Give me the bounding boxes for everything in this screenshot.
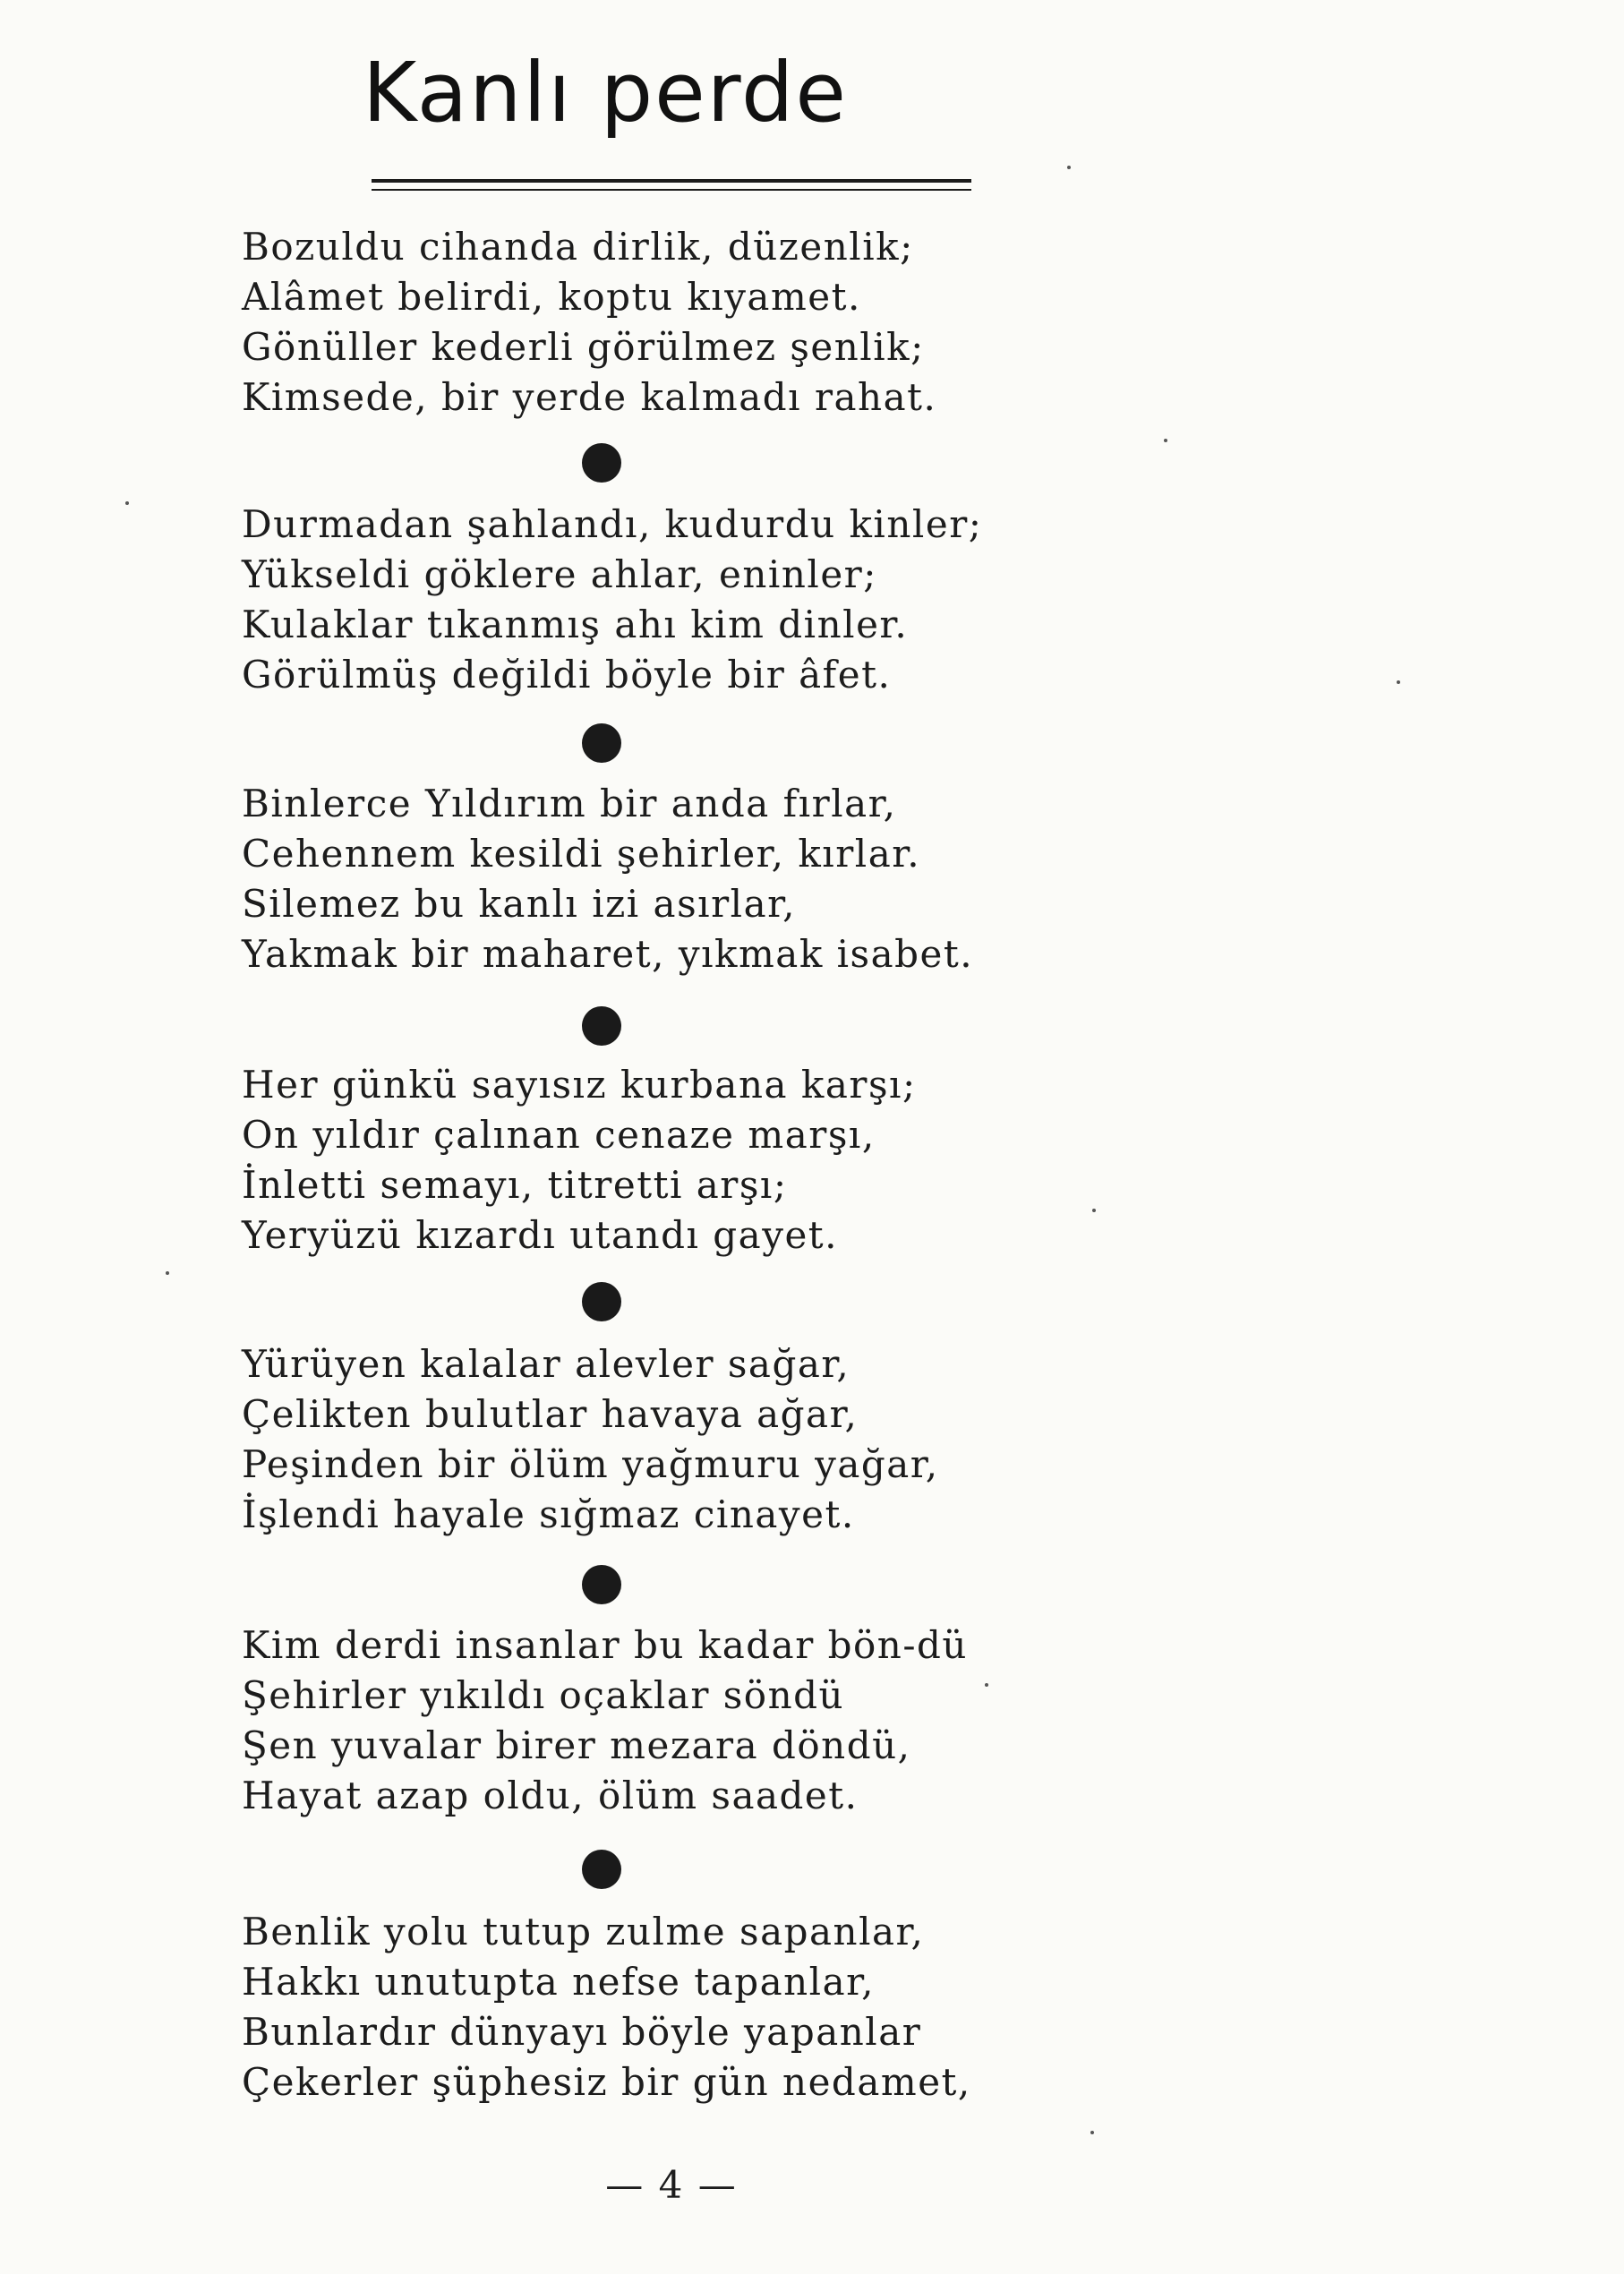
stanza-line: Gönüller kederli görülmez şenlik; bbox=[242, 325, 925, 369]
stanza-line: Kim derdi insanlar bu kadar bön-dü bbox=[242, 1623, 968, 1667]
stanza-6 bbox=[242, 1620, 1406, 1821]
scan-speck bbox=[1092, 1209, 1096, 1212]
stanza-3 bbox=[242, 779, 1406, 979]
stanza-line: Bunlardır dünyayı böyle yapanlar bbox=[242, 2010, 922, 2054]
title-underline-thick bbox=[372, 179, 971, 183]
stanza-line: Durmadan şahlandı, kudurdu kinler; bbox=[242, 502, 983, 546]
scan-speck bbox=[125, 501, 129, 505]
stanza-line: Silemez bu kanlı izi asırlar, bbox=[242, 882, 796, 926]
stanza-7 bbox=[242, 1907, 1406, 2107]
stanza-separator-dot-icon bbox=[582, 723, 621, 763]
stanza-line: Kimsede, bir yerde kalmadı rahat. bbox=[242, 375, 937, 419]
scan-speck bbox=[1164, 439, 1167, 442]
stanza-line: Binlerce Yıldırım bir anda fırlar, bbox=[242, 782, 897, 825]
stanza-line: Kulaklar tıkanmış ahı kim dinler. bbox=[242, 603, 909, 646]
poem-title: Kanlı perde bbox=[363, 45, 848, 141]
scan-speck bbox=[985, 1683, 988, 1687]
stanza-line: Şen yuvalar birer mezara döndü, bbox=[242, 1723, 911, 1767]
stanza-line: Çekerler şüphesiz bir gün nedamet, bbox=[242, 2060, 971, 2104]
stanza-separator-dot-icon bbox=[582, 1565, 621, 1604]
scan-speck bbox=[1090, 2131, 1094, 2134]
scan-speck bbox=[166, 1271, 169, 1275]
stanza-line: Yürüyen kalalar alevler sağar, bbox=[242, 1342, 850, 1386]
stanza-line: Şehirler yıkıldı oçaklar söndü bbox=[242, 1673, 845, 1717]
stanza-5 bbox=[242, 1339, 1406, 1540]
stanza-4 bbox=[242, 1060, 1406, 1261]
stanza-line: Yakmak bir maharet, yıkmak isabet. bbox=[242, 932, 974, 976]
stanza-line: Bozuldu cihanda dirlik, düzenlik; bbox=[242, 225, 914, 269]
stanza-line: Benlik yolu tutup zulme sapanlar, bbox=[242, 1910, 925, 1953]
page-number: — 4 — bbox=[605, 2163, 738, 2207]
stanza-line: On yıldır çalınan cenaze marşı, bbox=[242, 1113, 876, 1157]
stanza-separator-dot-icon bbox=[582, 443, 621, 483]
stanza-line: Peşinden bir ölüm yağmuru yağar, bbox=[242, 1442, 939, 1486]
stanza-line: Görülmüş değildi böyle bir âfet. bbox=[242, 653, 892, 697]
stanza-line: Yükseldi göklere ahlar, eninler; bbox=[242, 552, 877, 596]
stanza-line: Cehennem kesildi şehirler, kırlar. bbox=[242, 832, 921, 876]
stanza-line: İşlendi hayale sığmaz cinayet. bbox=[242, 1492, 855, 1536]
scan-speck bbox=[1397, 680, 1400, 684]
stanza-separator-dot-icon bbox=[582, 1850, 621, 1889]
stanza-line: Hakkı unutupta nefse tapanlar, bbox=[242, 1960, 875, 2004]
scan-speck bbox=[1067, 166, 1071, 169]
stanza-line: Çelikten bulutlar havaya ağar, bbox=[242, 1392, 859, 1436]
stanza-separator-dot-icon bbox=[582, 1282, 621, 1321]
stanza-2 bbox=[242, 500, 1406, 700]
stanza-line: Hayat azap oldu, ölüm saadet. bbox=[242, 1774, 859, 1817]
stanza-line: Yeryüzü kızardı utandı gayet. bbox=[242, 1213, 839, 1257]
stanza-separator-dot-icon bbox=[582, 1006, 621, 1046]
title-underline-thin bbox=[372, 189, 971, 191]
stanza-1 bbox=[242, 222, 1406, 423]
stanza-line: İnletti semayı, titretti arşı; bbox=[242, 1163, 788, 1207]
stanza-line: Alâmet belirdi, koptu kıyamet. bbox=[242, 275, 861, 319]
stanza-line: Her günkü sayısız kurbana karşı; bbox=[242, 1063, 917, 1107]
